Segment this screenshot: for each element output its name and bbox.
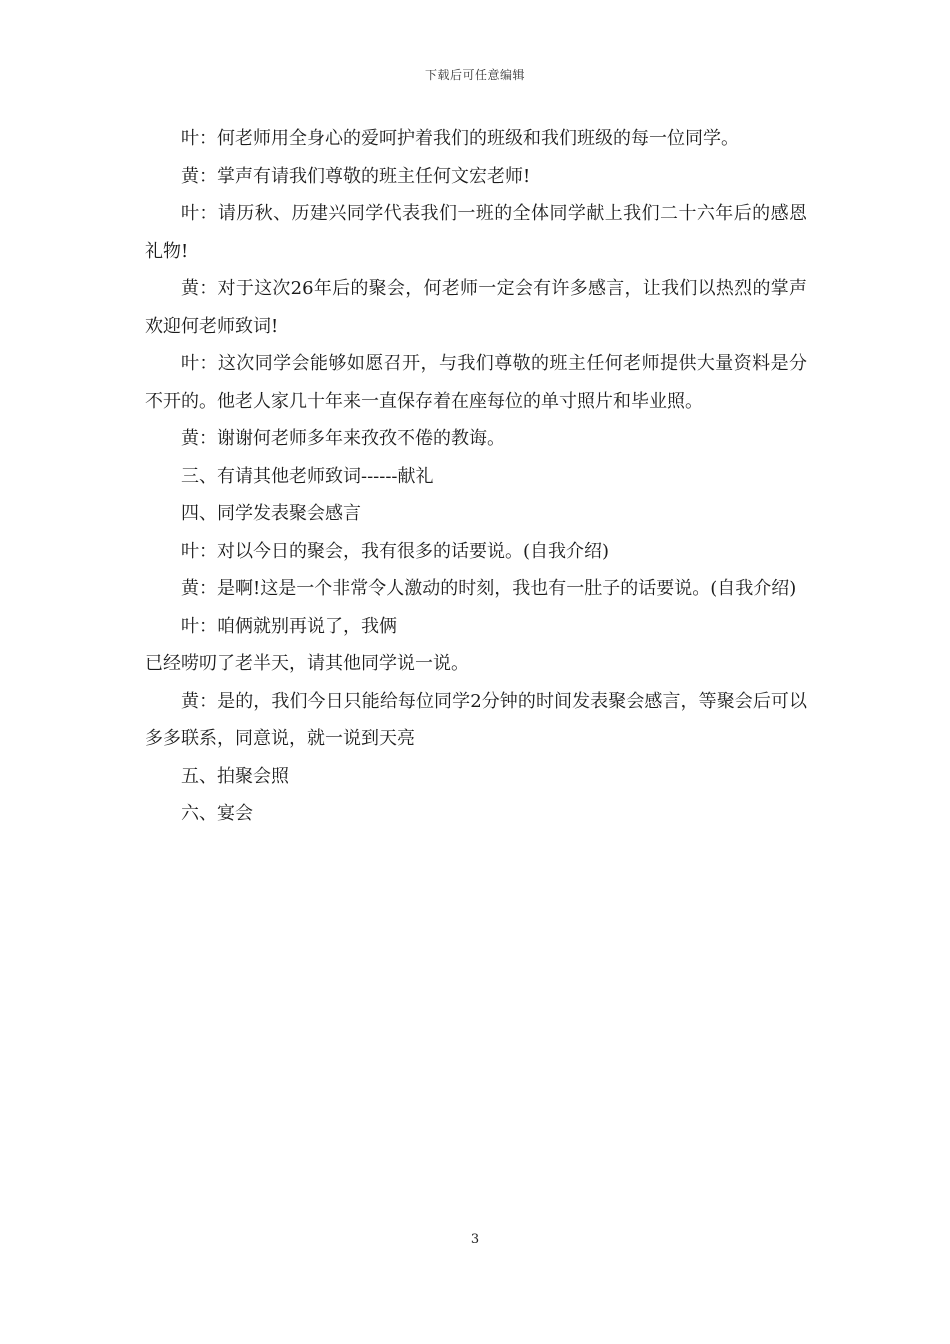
paragraph: 黄：是啊!这是一个非常令人激动的时刻，我也有一肚子的话要说。(自我介绍) bbox=[181, 578, 797, 599]
page-number: 3 bbox=[470, 1232, 480, 1247]
page-header: 下载后可任意编辑 bbox=[424, 68, 525, 82]
section-heading: 五、拍聚会照 bbox=[181, 765, 289, 787]
paragraph: 黄：是的，我们今日只能给每位同学2分钟的时间发表聚会感言，等聚会后可以多多联系，同意说，就一说到天亮 bbox=[145, 690, 807, 749]
paragraph: 黄：对于这次26年后的聚会，何老师一定会有许多感言，让我们以热烈的掌声欢迎何老师致词! bbox=[145, 278, 807, 337]
paragraph: 叶：对以今日的聚会，我有很多的话要说。(自我介绍) bbox=[181, 540, 610, 562]
section-heading: 三、有请其他老师致词------献礼 bbox=[181, 465, 434, 487]
document-body bbox=[145, 120, 807, 833]
paragraph: 叶：这次同学会能够如愿召开，与我们尊敬的班主任何老师提供大量资料是分不开的。他老人家几十年来一直保存着在座每位的单寸照片和毕业照。 bbox=[145, 353, 807, 412]
paragraph: 叶：咱俩就别再说了，我俩 bbox=[181, 615, 397, 637]
paragraph: 黄：谢谢何老师多年来孜孜不倦的教诲。 bbox=[181, 428, 505, 449]
section-heading: 六、宴会 bbox=[181, 803, 253, 824]
paragraph: 已经唠叨了老半天，请其他同学说一说。 bbox=[145, 653, 469, 674]
paragraph: 黄：掌声有请我们尊敬的班主任何文宏老师! bbox=[181, 165, 531, 187]
paragraph: 叶：何老师用全身心的爱呵护着我们的班级和我们班级的每一位同学。 bbox=[181, 128, 739, 149]
section-heading: 四、同学发表聚会感言 bbox=[181, 503, 361, 524]
paragraph: 叶：请历秋、历建兴同学代表我们一班的全体同学献上我们二十六年后的感恩礼物! bbox=[145, 203, 807, 262]
